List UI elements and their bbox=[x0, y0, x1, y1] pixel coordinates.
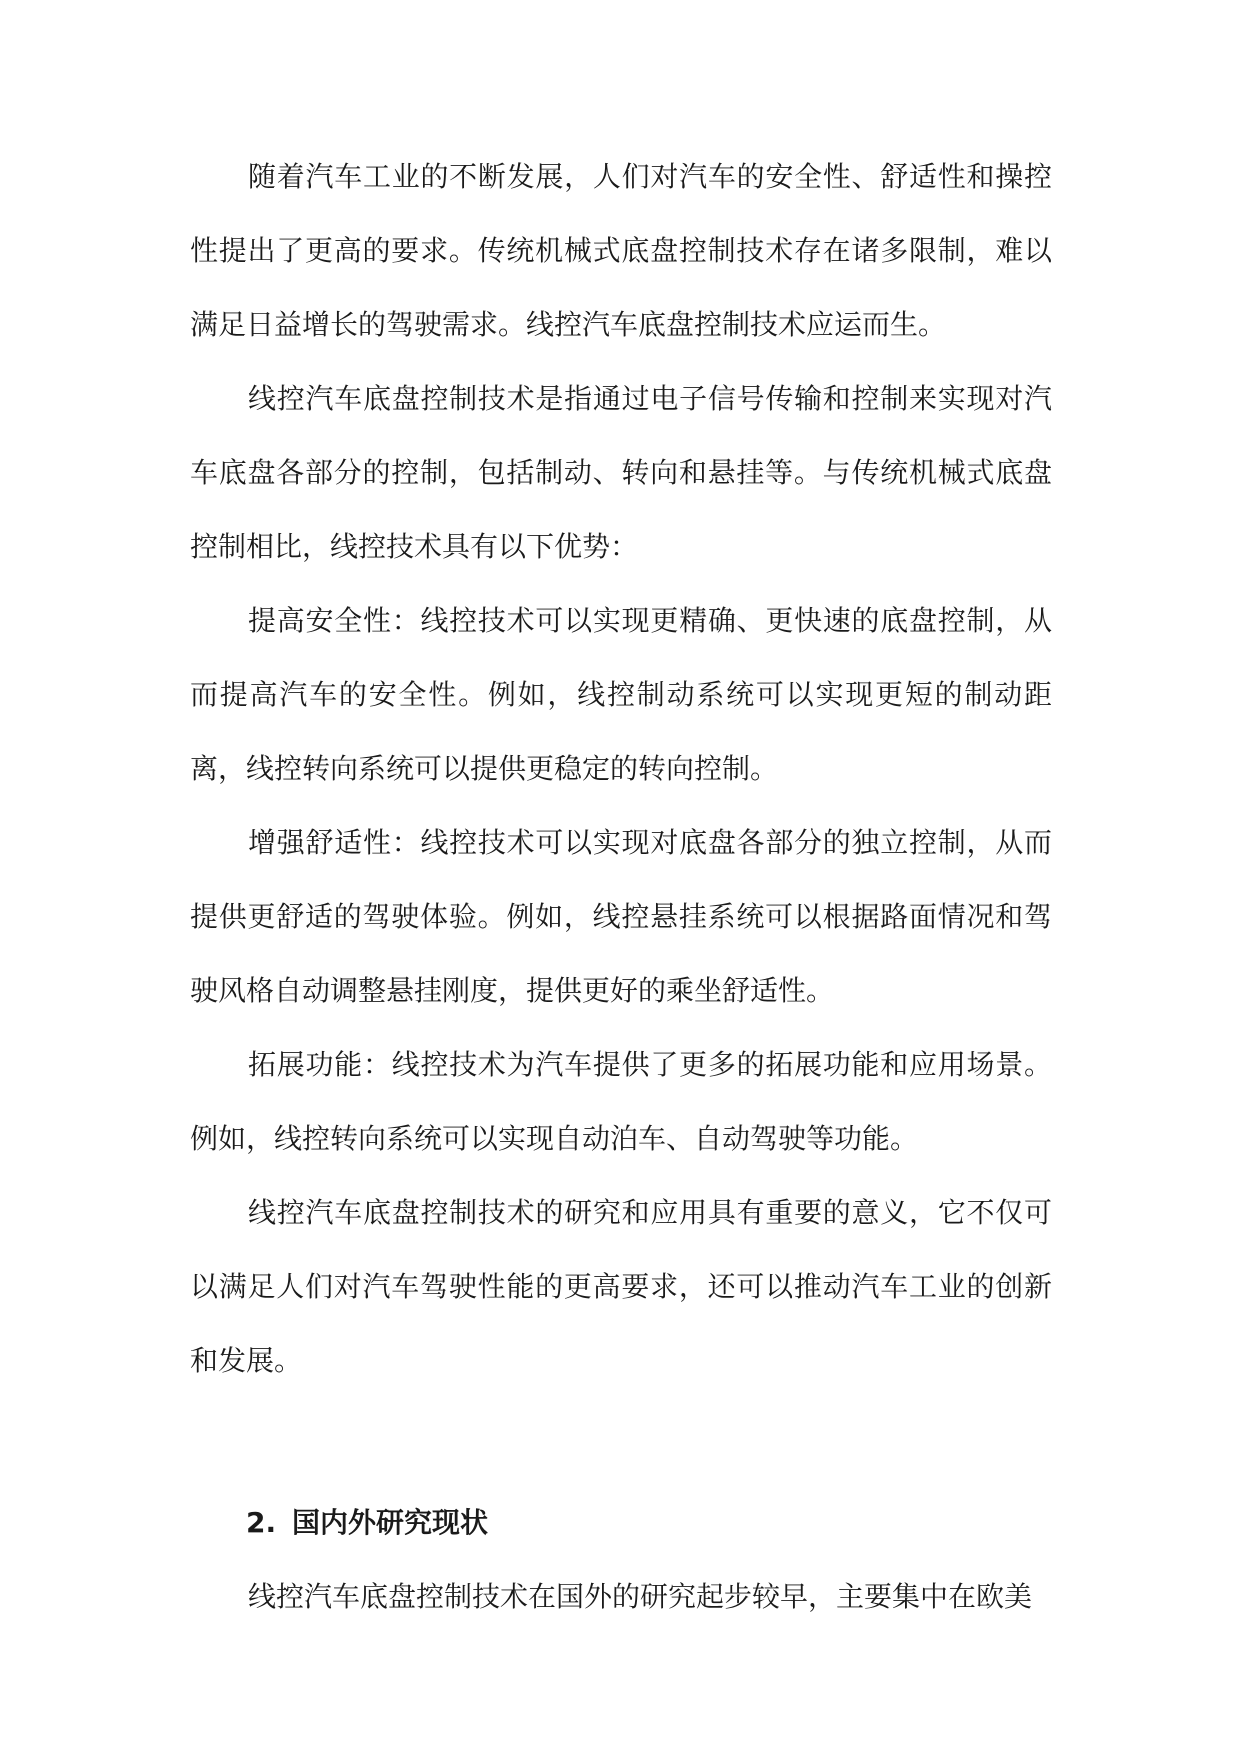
paragraph-functions: 拓展功能：线控技术为汽车提供了更多的拓展功能和应用场景。例如，线控转向系统可以实现自动泊车、自动驾驶等功能。 bbox=[190, 1048, 1052, 1155]
section-heading bbox=[190, 1486, 1052, 1560]
document-body bbox=[190, 140, 1052, 1634]
paragraph-research-status: 线控汽车底盘控制技术在国外的研究起步较早，主要集中在欧美 bbox=[248, 1580, 1033, 1613]
paragraph-comfort: 增强舒适性：线控技术可以实现对底盘各部分的独立控制，从而提供更舒适的驾驶体验。例如，线控悬挂系统可以根据路面情况和驾驶风格自动调整悬挂刚度，提供更好的乘坐舒适性。 bbox=[190, 826, 1052, 1007]
section-number: 2. bbox=[246, 1506, 277, 1539]
paragraph-safety: 提高安全性：线控技术可以实现更精确、更快速的底盘控制，从而提高汽车的安全性。例如，线控制动系统可以实现更短的制动距离，线控转向系统可以提供更稳定的转向控制。 bbox=[190, 604, 1052, 785]
paragraph-intro: 随着汽车工业的不断发展，人们对汽车的安全性、舒适性和操控性提出了更高的要求。传统机械式底盘控制技术存在诸多限制，难以满足日益增长的驾驶需求。线控汽车底盘控制技术应运而生。 bbox=[190, 160, 1052, 341]
paragraph-definition: 线控汽车底盘控制技术是指通过电子信号传输和控制来实现对汽车底盘各部分的控制，包括制动、转向和悬挂等。与传统机械式底盘控制相比，线控技术具有以下优势： bbox=[190, 382, 1052, 563]
section-title: 国内外研究现状 bbox=[292, 1506, 489, 1539]
paragraph-significance: 线控汽车底盘控制技术的研究和应用具有重要的意义，它不仅可以满足人们对汽车驾驶性能的更高要求，还可以推动汽车工业的创新和发展。 bbox=[190, 1196, 1052, 1377]
